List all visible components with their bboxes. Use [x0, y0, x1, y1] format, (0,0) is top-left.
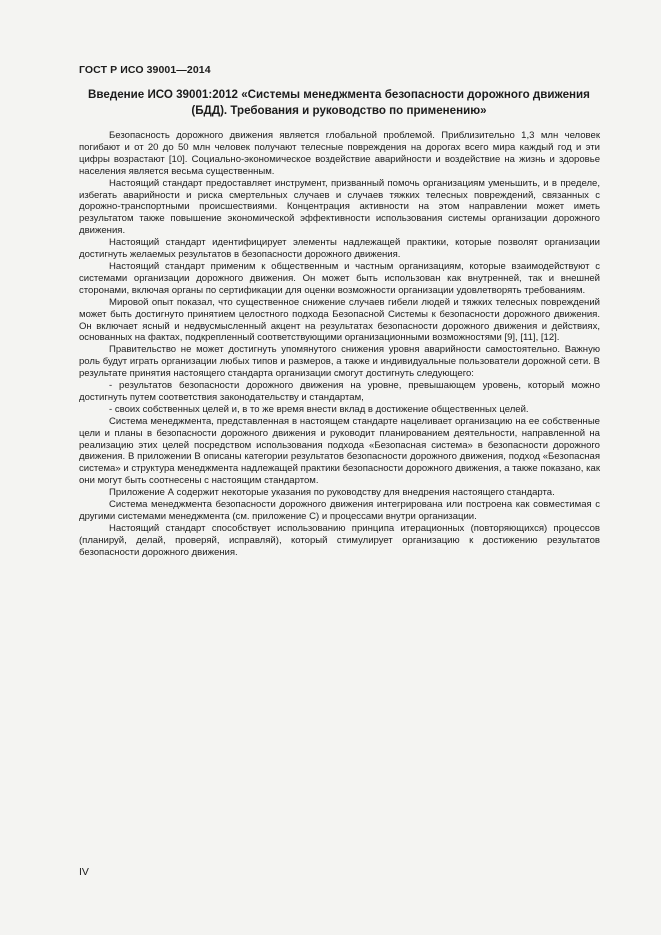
list-item: - результатов безопасности дорожного движения на уровне, превышающем уровень, который можно достигнуть путем соответствия законодательству и стандартам, — [79, 380, 600, 403]
paragraph: Безопасность дорожного движения является глобальной проблемой. Приблизительно 1,3 млн человек погибают и от 20 до 50 млн человек получают телесные повреждения на дорогах всего мира каждый год и эти цифры возрастают [10]. Социально-экономическое воздействие аварийности и воздействие на жизнь и здоровье населения является весьма существенным. — [79, 130, 600, 177]
paragraph: Настоящий стандарт применим к общественным и частным организациям, которые взаимодействуют с системами организации дорожного движения. Он может быть использован как внутренней, так и внешней сторонами, включая органы по сертификации для оценки возможности организации удовлетворять требованиям. — [79, 260, 600, 296]
paragraph: Мировой опыт показал, что существенное снижение случаев гибели людей и тяжких телесных повреждений может быть достигнуто принятием целостного подхода Безопасной Системы к безопасности дорожного движения. Он включает ясный и недвусмысленный акцент на результатах безопасности дорожного движения и действиях, основанных на фактах, подкрепленный соответствующими организационными возможностями [9], [11], [12]. — [79, 296, 600, 344]
body-text — [79, 130, 600, 559]
paragraph: Правительство не может достигнуть упомянутого снижения уровня аварийности самостоятельно. Важную роль будут играть организации любых типов и размеров, а также и индивидуальные пользователи дорожной сети. В результате принятия настоящего стандарта организации смогут достигнуть следующего: — [79, 344, 600, 380]
list-item: - своих собственных целей и, в то же время внести вклад в достижение общественных целей. — [109, 403, 529, 415]
paragraph: Настоящий стандарт идентифицирует элементы надлежащей практики, которые позволят организации достигнуть желаемых результатов в безопасности дорожного движения. — [79, 237, 600, 261]
page-number: IV — [79, 866, 89, 878]
paragraph: Система менеджмента безопасности дорожного движения интегрирована или построена как совместимая с другими системами менеджмента (см. приложение С) и процессами внутри организации. — [79, 499, 600, 522]
paragraph: Настоящий стандарт предоставляет инструмент, призванный помочь организациям уменьшить, и в пределе, избегать аварийности и риска смертельных случаев и случаев тяжких телесных повреждений, связанных с дорожно-транспортными происшествиями. Концентрация активности на этом направлении может иметь результатом также повышение экономической эффективности использования системы организации дорожного движения. — [79, 177, 600, 237]
paragraph: Настоящий стандарт способствует использованию принципа итерационных (повторяющихся) процессов (планируй, делай, проверяй, исправляй), который стимулирует организацию к достижению результатов безопасности дорожного движения. — [79, 522, 600, 558]
section-title: Введение ИСО 39001:2012 «Системы менеджмента безопасности дорожного движения (БДД). Требования и руководство по применению» — [88, 88, 590, 117]
standard-code-header: ГОСТ Р ИСО 39001—2014 — [79, 64, 211, 76]
paragraph: Приложение А содержит некоторые указания по руководству для внедрения настоящего стандарта. — [109, 487, 555, 499]
paragraph: Система менеджмента, представленная в настоящем стандарте нацеливает организацию на ее собственные цели и планы в безопасности дорожного движения и руководит планированием деятельности, направленной на реализацию этих целей посредством использования подхода «Безопасная система» в безопасности дорожного движения. В приложении В описаны категории результатов безопасности дорожного движения, подход «Безопасная система» и структура менеджмента надлежащей практики безопасности дорожного движения, а также показано, как они могут быть соотнесены с настоящим стандартом. — [79, 415, 600, 487]
